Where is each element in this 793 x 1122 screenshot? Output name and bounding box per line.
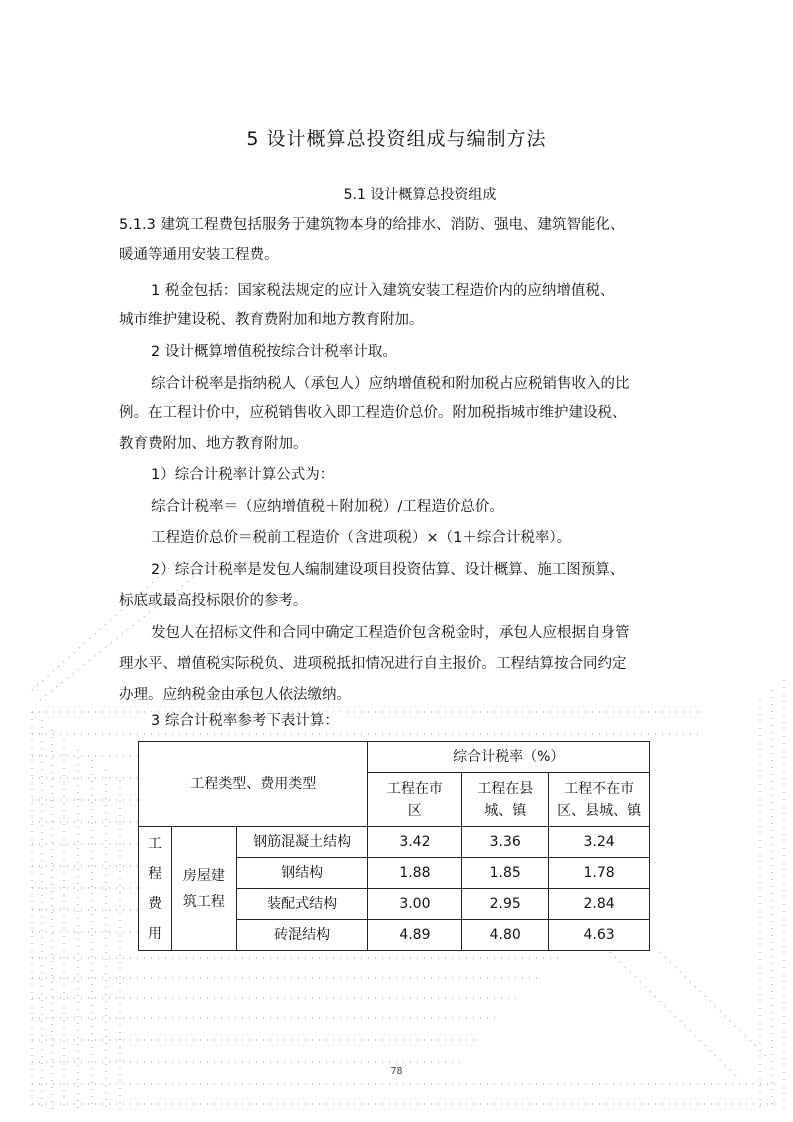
row-name-cell: 砖混结构	[236, 920, 368, 951]
paragraph-line: 暖通等通用安装工程费。	[119, 247, 279, 263]
header-type-cell: 工程类型、费用类型	[139, 742, 368, 827]
paragraph-line: 3 综合计税率参考下表计算：	[151, 712, 345, 730]
row-name-cell: 钢筋混凝土结构	[236, 827, 368, 858]
paragraph-line: 发包人在招标文件和合同中确定工程造价包含税金时，承包人应根据自身管	[151, 625, 630, 641]
formula-line: 综合计税率＝（应纳增值税＋附加税）/工程造价总价。	[151, 499, 504, 515]
rate-cell: 1.88	[368, 858, 462, 889]
paragraph-line: 理水平、增值税实际税负、进项税抵扣情况进行自主报价。工程结算按合同约定	[119, 656, 627, 672]
paragraph-line: 1 税金包括：国家税法规定的应计入建筑安装工程造价内的应纳增值税、	[151, 283, 615, 299]
rate-cell: 1.78	[549, 858, 650, 889]
paragraph-line: 1）综合计税率计算公式为：	[151, 467, 335, 483]
paragraph-line: 城市维护建设税、教育费附加和地方教育附加。	[119, 312, 424, 328]
rate-cell: 4.80	[462, 920, 549, 951]
rate-cell: 4.63	[549, 920, 650, 951]
rate-cell: 1.85	[462, 858, 549, 889]
rate-cell: 3.36	[462, 827, 549, 858]
rate-cell: 4.89	[368, 920, 462, 951]
group-cost-cell: 工 程 费 用	[139, 827, 172, 951]
paragraph-line: 5.1.3 建筑工程费包括服务于建筑物本身的给排水、消防、强电、建筑智能化、	[119, 217, 625, 233]
rate-cell: 3.00	[368, 889, 462, 920]
header-rate-cell: 综合计税率（%）	[368, 742, 650, 773]
page-number: 78	[390, 1066, 403, 1077]
rate-cell: 3.24	[549, 827, 650, 858]
header-county-cell: 工程在县 城、镇	[462, 773, 549, 827]
chapter-title: 5 设计概算总投资组成与编制方法	[246, 128, 547, 150]
rate-cell: 2.95	[462, 889, 549, 920]
rate-cell: 2.84	[549, 889, 650, 920]
paragraph-line: 例。在工程计价中，应税销售收入即工程造价总价。附加税指城市维护建设税、	[119, 405, 627, 421]
section-title: 5.1 设计概算总投资组成	[343, 187, 497, 203]
paragraph-line: 2）综合计税率是发包人编制建设项目投资估算、设计概算、施工图预算、	[151, 562, 625, 578]
header-other-cell: 工程不在市 区、县城、镇	[549, 773, 650, 827]
row-name-cell: 钢结构	[236, 858, 368, 889]
paragraph-line: 办理。应纳税金由承包人依法缴纳。	[119, 687, 351, 703]
paragraph-line: 标底或最高投标限价的参考。	[119, 593, 308, 609]
paragraph-line: 2 设计概算增值税按综合计税率计取。	[151, 344, 397, 360]
paragraph-line: 综合计税率是指纳税人（承包人）应纳增值税和附加税占应税销售收入的比	[151, 376, 630, 392]
formula-line: 工程造价总价＝税前工程造价（含进项税）×（1＋综合计税率）。	[151, 530, 572, 546]
row-name-cell: 装配式结构	[236, 889, 368, 920]
paragraph-line: 教育费附加、地方教育附加。	[119, 436, 308, 452]
rate-cell: 3.42	[368, 827, 462, 858]
group-building-cell: 房屋建 筑工程	[171, 827, 236, 951]
tax-rate-table	[138, 741, 650, 951]
header-city-cell: 工程在市 区	[368, 773, 462, 827]
